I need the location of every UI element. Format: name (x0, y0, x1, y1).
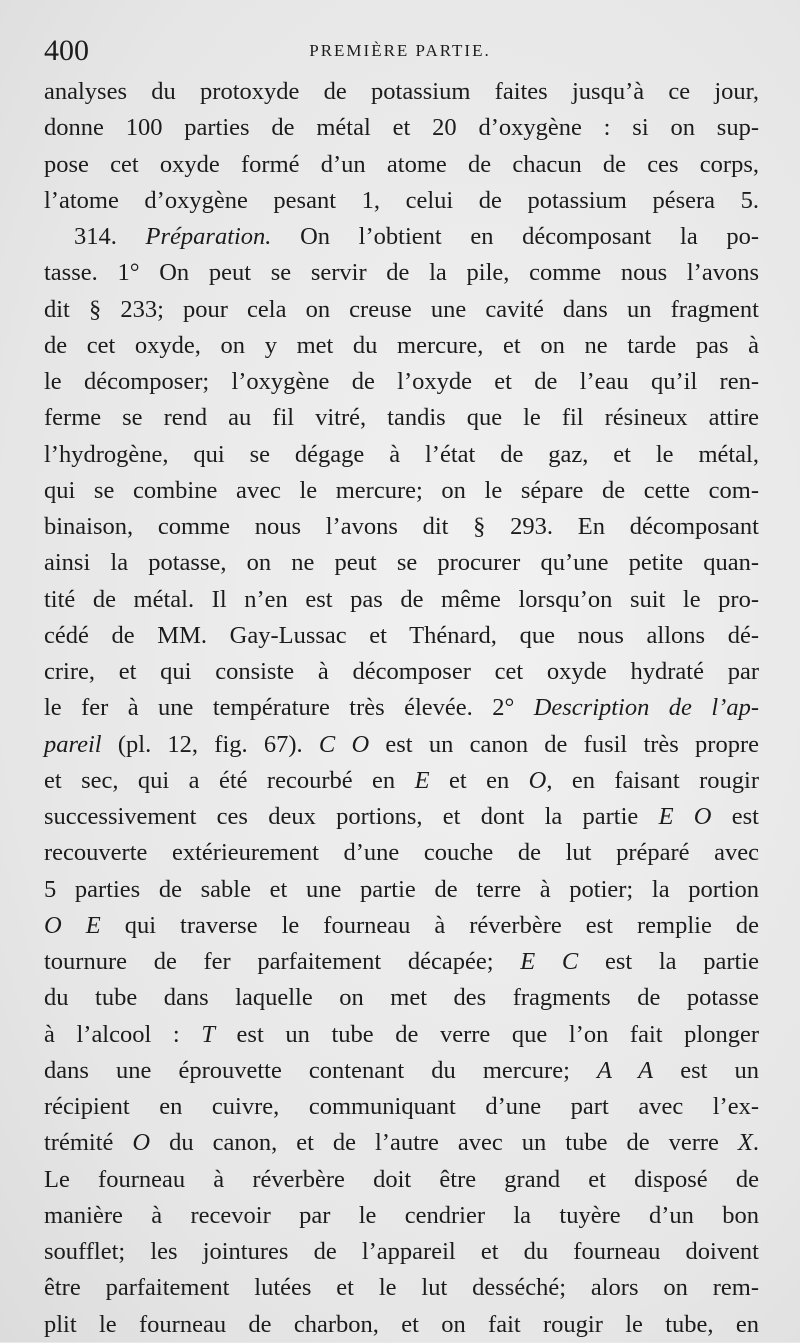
text-run: et sec, qui a été recourbé en (44, 766, 415, 794)
text-line (44, 1089, 759, 1125)
text-line (44, 1307, 759, 1343)
text-run: qui se combine avec le mercure; on le sépare de cette com- (44, 476, 759, 504)
text-line (44, 473, 759, 509)
text-run: recouverte extérieurement d’une couche de lut préparé avec (44, 839, 759, 867)
text-line (44, 908, 759, 944)
text-line (44, 835, 759, 871)
text-run: ferme se rend au fil vitré, tandis que le fil résineux attire (44, 404, 759, 432)
text-run: l’atome d’oxygène pesant 1, celui de potassium pésera 5. (44, 186, 759, 214)
text-line (44, 1053, 759, 1089)
text-run: récipient en cuivre, communiquant d’une part avec l’ex- (44, 1093, 759, 1120)
text-run: est un canon de fusil très propre (369, 730, 759, 758)
text-run: est (711, 803, 759, 830)
text-run: 314. (74, 223, 146, 250)
text-run: à l’alcool : (44, 1020, 202, 1048)
italic-text: A A (596, 1056, 654, 1084)
text-run: est un (653, 1056, 760, 1084)
text-run: dans une éprouvette contenant du mercure; (44, 1056, 597, 1084)
text-line (44, 1125, 759, 1161)
text-run: manière à recevoir par le cendrier la tuyère d’un bon (44, 1201, 759, 1229)
text-run: plit le fourneau de charbon, et on fait rougir le tube, en (44, 1310, 759, 1338)
text-run: On l’obtient en décomposant la po- (271, 223, 759, 250)
text-run: tournure de fer parfaitement décapée; (44, 948, 521, 975)
text-run: analyses du protoxyde de potassium faites jusqu’à ce jour, (44, 78, 759, 105)
text-run: et en (429, 766, 529, 794)
text-line (44, 110, 759, 146)
text-run: binaison, comme nous l’avons dit § 293. En décomposant (44, 513, 759, 540)
text-run: tité de métal. Il n’en est pas de même lorsqu’on suit le pro- (44, 585, 759, 613)
italic-text: E (414, 766, 430, 794)
text-line (44, 183, 759, 219)
italic-text: E C (520, 948, 579, 975)
italic-text: O (528, 766, 547, 794)
text-line (44, 509, 759, 545)
text-run: ainsi la potasse, on ne peut se procurer qu’une petite quan- (44, 549, 759, 577)
text-line (44, 618, 759, 654)
text-line (44, 799, 759, 835)
text-run: 5 parties de sable et une partie de terre à potier; la portion (44, 875, 759, 903)
text-line (44, 1162, 759, 1198)
italic-text: C O (318, 730, 370, 758)
text-line (44, 1270, 759, 1306)
text-run: , en faisant rougir (546, 766, 759, 794)
text-line (44, 328, 759, 364)
running-title: PREMIÈRE PARTIE. (309, 41, 491, 60)
text-line (44, 147, 759, 183)
italic-text: O E (44, 911, 101, 939)
text-run: (pl. 12, fig. 67). (101, 730, 319, 758)
text-line (44, 582, 759, 618)
text-run: du canon, et de l’autre avec un tube de verre (150, 1129, 738, 1157)
page-header (44, 34, 756, 68)
text-line (44, 944, 759, 980)
text-run: l’hydrogène, qui se dégage à l’état de gaz, et le métal, (44, 440, 759, 468)
italic-text: O (132, 1129, 151, 1157)
italic-text: E O (658, 803, 712, 830)
text-run: . (752, 1129, 759, 1157)
text-line (44, 763, 759, 799)
text-line (44, 437, 759, 473)
text-run: le décomposer; l’oxygène de l’oxyde et de l’eau qu’il ren- (44, 368, 759, 395)
italic-text: pareil (44, 730, 102, 758)
text-run: qui traverse le fourneau à réverbère est remplie de (100, 911, 759, 939)
italic-text: X (737, 1129, 753, 1157)
text-line (44, 727, 759, 763)
text-run: est un tube de verre que l’on fait plonger (214, 1020, 759, 1048)
italic-text: Préparation. (145, 223, 272, 250)
text-line (44, 980, 759, 1016)
text-line (44, 1198, 759, 1234)
text-run: successivement ces deux portions, et dont la partie (44, 803, 659, 830)
text-line (44, 545, 759, 581)
body-text (44, 74, 759, 1343)
text-line (44, 1017, 759, 1053)
text-run: crire, et qui consiste à décomposer cet oxyde hydraté par (44, 658, 759, 685)
text-run: de cet oxyde, on y met du mercure, et on ne tarde pas à (44, 331, 759, 359)
text-line (44, 872, 759, 908)
text-line (44, 364, 759, 400)
text-run: est la partie (578, 948, 759, 975)
text-line (44, 74, 759, 110)
text-run: Le fourneau à réverbère doit être grand et disposé de (44, 1165, 759, 1193)
text-run: tasse. 1° On peut se servir de la pile, comme nous l’avons (44, 259, 759, 287)
page-number: 400 (44, 34, 89, 67)
text-line (44, 690, 759, 726)
italic-text: Description de l’ap- (533, 694, 759, 722)
text-run: soufflet; les jointures de l’appareil et du fourneau doivent (44, 1238, 759, 1265)
text-run: donne 100 parties de métal et 20 d’oxygène : si on sup- (44, 114, 759, 142)
text-run: le fer à une température très élevée. 2° (44, 694, 534, 722)
text-run: cédé de MM. Gay-Lussac et Thénard, que nous allons dé- (44, 621, 759, 649)
text-run: trémité (44, 1129, 133, 1157)
italic-text: T (201, 1020, 215, 1048)
text-line (44, 292, 759, 328)
text-run: être parfaitement lutées et le lut desséché; alors on rem- (44, 1274, 759, 1302)
text-line (44, 255, 759, 291)
text-run: pose cet oxyde formé d’un atome de chacun de ces corps, (44, 150, 759, 178)
text-run: dit § 233; pour cela on creuse une cavité dans un fragment (44, 295, 759, 323)
text-line (44, 1234, 759, 1270)
text-line (44, 219, 759, 255)
text-run: du tube dans laquelle on met des fragments de potasse (44, 984, 759, 1012)
text-line (44, 400, 759, 436)
text-line (44, 654, 759, 690)
